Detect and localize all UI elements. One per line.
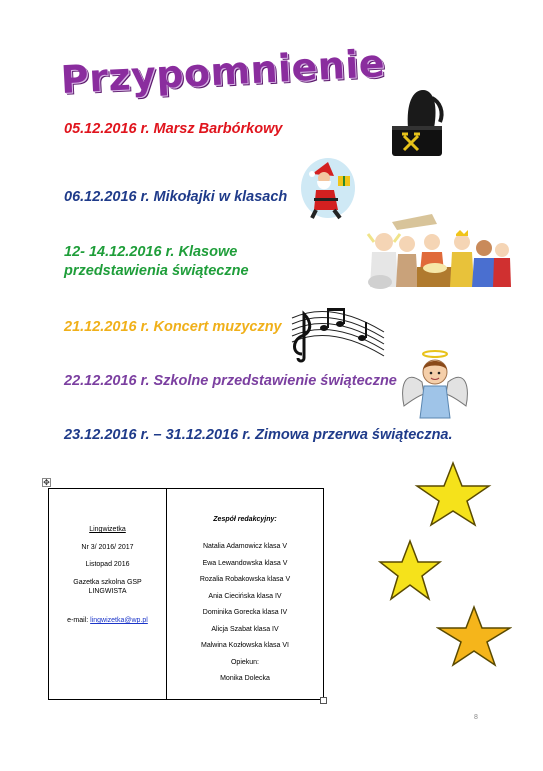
supervisor-name: Monika Dolecka: [220, 675, 270, 682]
miner-hat-icon: [388, 88, 448, 158]
team-member: Dominika Gorecka klasa IV: [202, 609, 288, 616]
star-icon: [414, 461, 492, 527]
masthead-right-column: [167, 489, 323, 699]
newspaper-name: Lingwizetka: [89, 526, 126, 533]
star-icon: [436, 605, 512, 667]
school-line-1: Gazetka szkolna GSP: [73, 578, 142, 586]
event-winter-break: 23.12.2016 r. – 31.12.2016 r. Zimowa przerwa świąteczna.: [64, 427, 453, 443]
team-member: Natalia Adamowicz klasa V: [202, 543, 288, 550]
team-member: Ania Ciecińska klasa IV: [208, 592, 282, 600]
angel-icon: [400, 348, 470, 420]
event-class-plays: 12- 14.12.2016 r. Klasowe przedstawienia świąteczne: [64, 244, 249, 279]
santa-claus-icon: [300, 156, 358, 222]
team-member: Malwina Kozłowska klasa VI: [201, 642, 289, 649]
school-line-2: LINGWISTA: [88, 587, 127, 595]
event-school-play: 22.12.2016 r. Szkolne przedstawienie świąteczne: [64, 373, 397, 389]
page-number: 8: [474, 714, 478, 721]
team-member: Alicja Szabat klasa IV: [211, 625, 279, 633]
page-title: Przypomnienie: [59, 41, 387, 102]
team-member: Ewa Lewandowska klasa V: [202, 559, 288, 567]
star-icon: [378, 539, 442, 601]
issue-date: Listopad 2016: [85, 561, 130, 569]
masthead-left-column: [49, 489, 167, 699]
event-barborka: 05.12.2016 r. Marsz Barbórkowy: [64, 121, 283, 137]
supervisor-label: Opiekun:: [230, 658, 260, 666]
event-mikolajki: 06.12.2016 r. Mikołajki w klasach: [64, 189, 288, 205]
music-notes-icon: [288, 300, 388, 364]
email-label: e-mail:: [67, 617, 91, 625]
event-concert: 21.12.2016 r. Koncert muzyczny: [64, 319, 282, 335]
table-move-handle[interactable]: ✥: [43, 478, 50, 487]
team-member: Rozalia Robakowska klasa V: [199, 576, 291, 583]
masthead-table: [48, 488, 324, 700]
nativity-scene-icon: [362, 212, 512, 292]
editorial-team-heading: Zespół redakcyjny:: [213, 516, 277, 523]
table-resize-handle[interactable]: [320, 697, 327, 704]
email-line: [67, 616, 148, 625]
issue-number: Nr 3/ 2016/ 2017: [81, 543, 134, 551]
email-link[interactable]: lingwizetka@wp.pl: [90, 617, 148, 625]
